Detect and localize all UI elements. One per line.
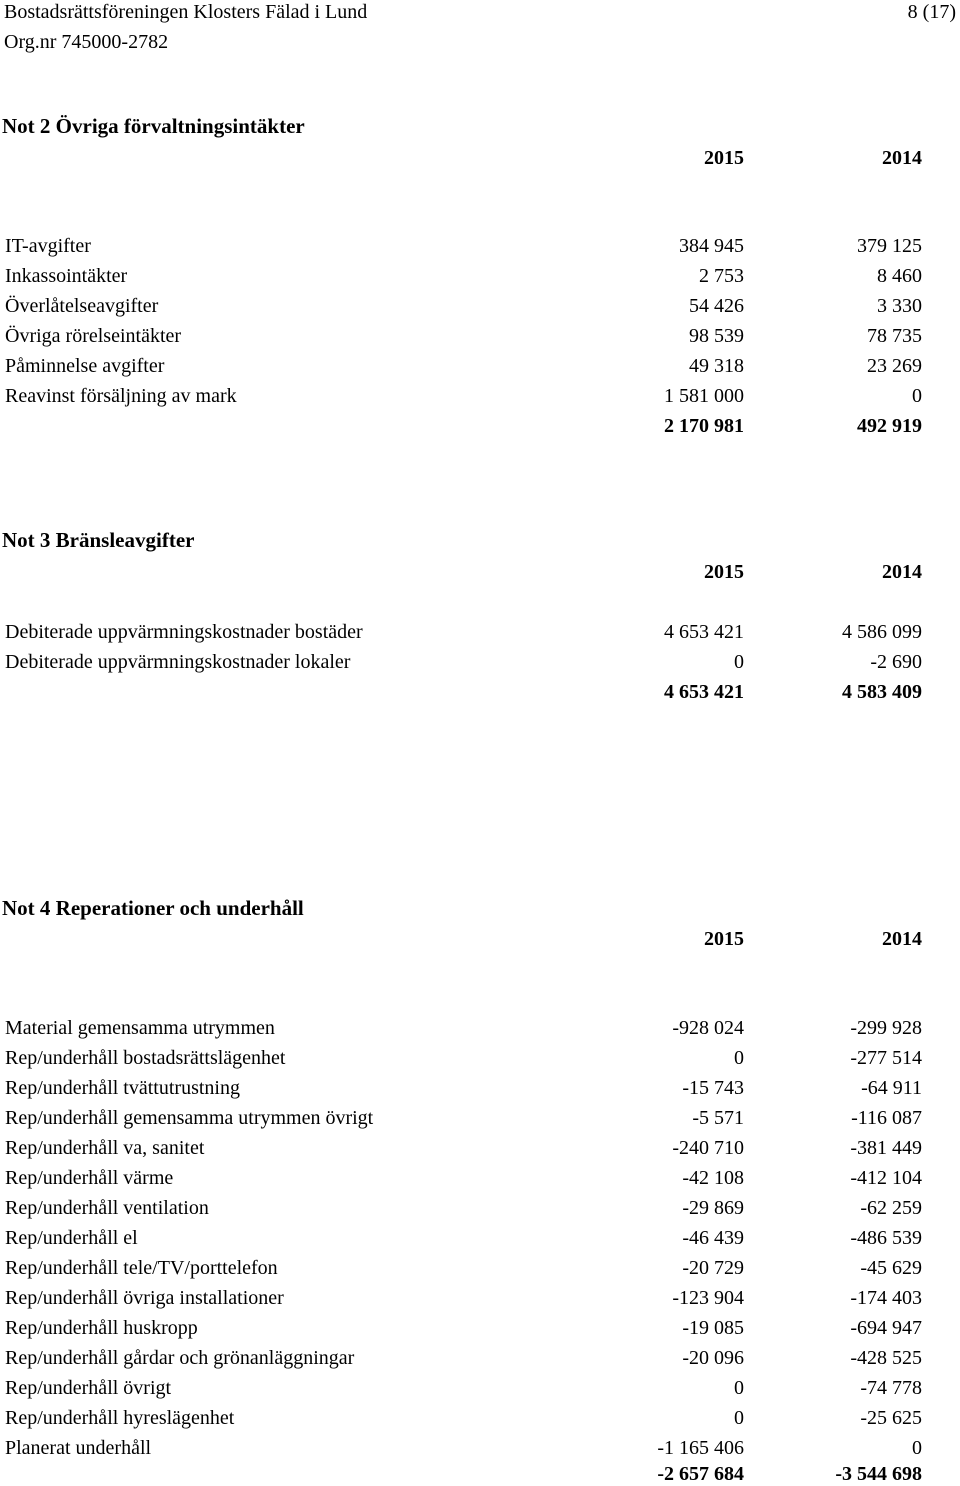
total-2014: 4 583 409 — [842, 681, 922, 703]
note-2-year-2014: 2014 — [882, 147, 922, 169]
value-2015: -20 096 — [682, 1347, 744, 1369]
note-3-year-2015: 2015 — [704, 561, 744, 583]
value-2015: 0 — [734, 1047, 744, 1069]
note-3-title: Not 3 Bränsleavgifter — [2, 528, 195, 552]
note-3-year-2014: 2014 — [882, 561, 922, 583]
value-2014: -116 087 — [851, 1107, 922, 1129]
value-2014: 3 330 — [877, 295, 922, 317]
value-2014: -2 690 — [870, 651, 922, 673]
value-2014: -381 449 — [850, 1137, 922, 1159]
value-2014: 4 586 099 — [842, 621, 922, 643]
value-2015: 0 — [734, 651, 744, 673]
value-2015: 384 945 — [679, 235, 744, 257]
value-2015: 4 653 421 — [664, 621, 744, 643]
row-label: Material gemensamma utrymmen — [5, 1017, 275, 1039]
org-number: Org.nr 745000-2782 — [4, 31, 169, 53]
row-label: Övriga rörelseintäkter — [5, 325, 182, 347]
value-2015: 49 318 — [689, 355, 744, 377]
value-2015: -928 024 — [672, 1017, 744, 1039]
page-number: 8 (17) — [907, 1, 956, 23]
value-2015: -5 571 — [692, 1107, 744, 1129]
value-2014: 0 — [912, 385, 922, 407]
value-2015: -19 085 — [682, 1317, 744, 1339]
row-label: Rep/underhåll hyreslägenhet — [5, 1407, 235, 1429]
value-2014: 78 735 — [867, 325, 922, 347]
value-2015: 0 — [734, 1377, 744, 1399]
row-label: Rep/underhåll bostadsrättslägenhet — [5, 1047, 286, 1069]
value-2014: -64 911 — [861, 1077, 922, 1099]
value-2015: -46 439 — [682, 1227, 744, 1249]
value-2015: -42 108 — [682, 1167, 744, 1189]
row-label: Rep/underhåll värme — [5, 1167, 174, 1189]
value-2014: 379 125 — [857, 235, 922, 257]
note-4-year-2015: 2015 — [704, 928, 744, 950]
note-4-title: Not 4 Reperationer och underhåll — [2, 896, 304, 920]
value-2015: -15 743 — [682, 1077, 744, 1099]
row-label: Rep/underhåll huskropp — [5, 1317, 198, 1339]
row-label: Planerat underhåll — [5, 1437, 152, 1459]
value-2015: -1 165 406 — [657, 1437, 744, 1459]
row-label: Debiterade uppvärmningskostnader bostäder — [5, 621, 363, 643]
total-2015: 2 170 981 — [664, 415, 744, 437]
value-2014: 0 — [912, 1437, 922, 1459]
row-label: Rep/underhåll va, sanitet — [5, 1137, 205, 1159]
value-2014: -412 104 — [850, 1167, 922, 1189]
value-2015: 1 581 000 — [664, 385, 744, 407]
row-label: Överlåtelseavgifter — [5, 295, 159, 317]
value-2014: -299 928 — [850, 1017, 922, 1039]
row-label: Rep/underhåll ventilation — [5, 1197, 209, 1219]
row-label: Påminnelse avgifter — [5, 355, 165, 377]
note-2-title: Not 2 Övriga förvaltningsintäkter — [2, 114, 305, 138]
value-2015: 54 426 — [689, 295, 744, 317]
value-2014: -428 525 — [850, 1347, 922, 1369]
value-2014: -62 259 — [860, 1197, 922, 1219]
row-label: Rep/underhåll tvättutrustning — [5, 1077, 240, 1099]
row-label: Inkassointäkter — [5, 265, 128, 287]
value-2015: 98 539 — [689, 325, 744, 347]
row-label: Rep/underhåll övriga installationer — [5, 1287, 284, 1309]
value-2015: 0 — [734, 1407, 744, 1429]
total-2015: -2 657 684 — [657, 1463, 744, 1485]
row-label: Rep/underhåll gemensamma utrymmen övrigt — [5, 1107, 374, 1129]
note-2-year-2015: 2015 — [704, 147, 744, 169]
value-2015: -29 869 — [682, 1197, 744, 1219]
value-2014: 23 269 — [867, 355, 922, 377]
value-2014: -74 778 — [860, 1377, 922, 1399]
org-name: Bostadsrättsföreningen Klosters Fälad i Lund — [4, 1, 368, 23]
row-label: IT-avgifter — [5, 235, 91, 257]
value-2014: -486 539 — [850, 1227, 922, 1249]
row-label: Rep/underhåll övrigt — [5, 1377, 172, 1399]
value-2014: 8 460 — [877, 265, 922, 287]
value-2014: -694 947 — [850, 1317, 922, 1339]
value-2015: 2 753 — [699, 265, 744, 287]
row-label: Rep/underhåll tele/TV/porttelefon — [5, 1257, 278, 1279]
value-2015: -240 710 — [672, 1137, 744, 1159]
value-2014: -45 629 — [860, 1257, 922, 1279]
value-2015: -123 904 — [672, 1287, 744, 1309]
row-label: Rep/underhåll gårdar och grönanläggningar — [5, 1347, 355, 1369]
value-2015: -20 729 — [682, 1257, 744, 1279]
total-2014: -3 544 698 — [835, 1463, 922, 1485]
value-2014: -277 514 — [850, 1047, 922, 1069]
total-2015: 4 653 421 — [664, 681, 744, 703]
row-label: Debiterade uppvärmningskostnader lokaler — [5, 651, 351, 673]
row-label: Rep/underhåll el — [5, 1227, 138, 1249]
row-label: Reavinst försäljning av mark — [5, 385, 237, 407]
total-2014: 492 919 — [857, 415, 922, 437]
note-4-year-2014: 2014 — [882, 928, 922, 950]
value-2014: -174 403 — [850, 1287, 922, 1309]
value-2014: -25 625 — [860, 1407, 922, 1429]
